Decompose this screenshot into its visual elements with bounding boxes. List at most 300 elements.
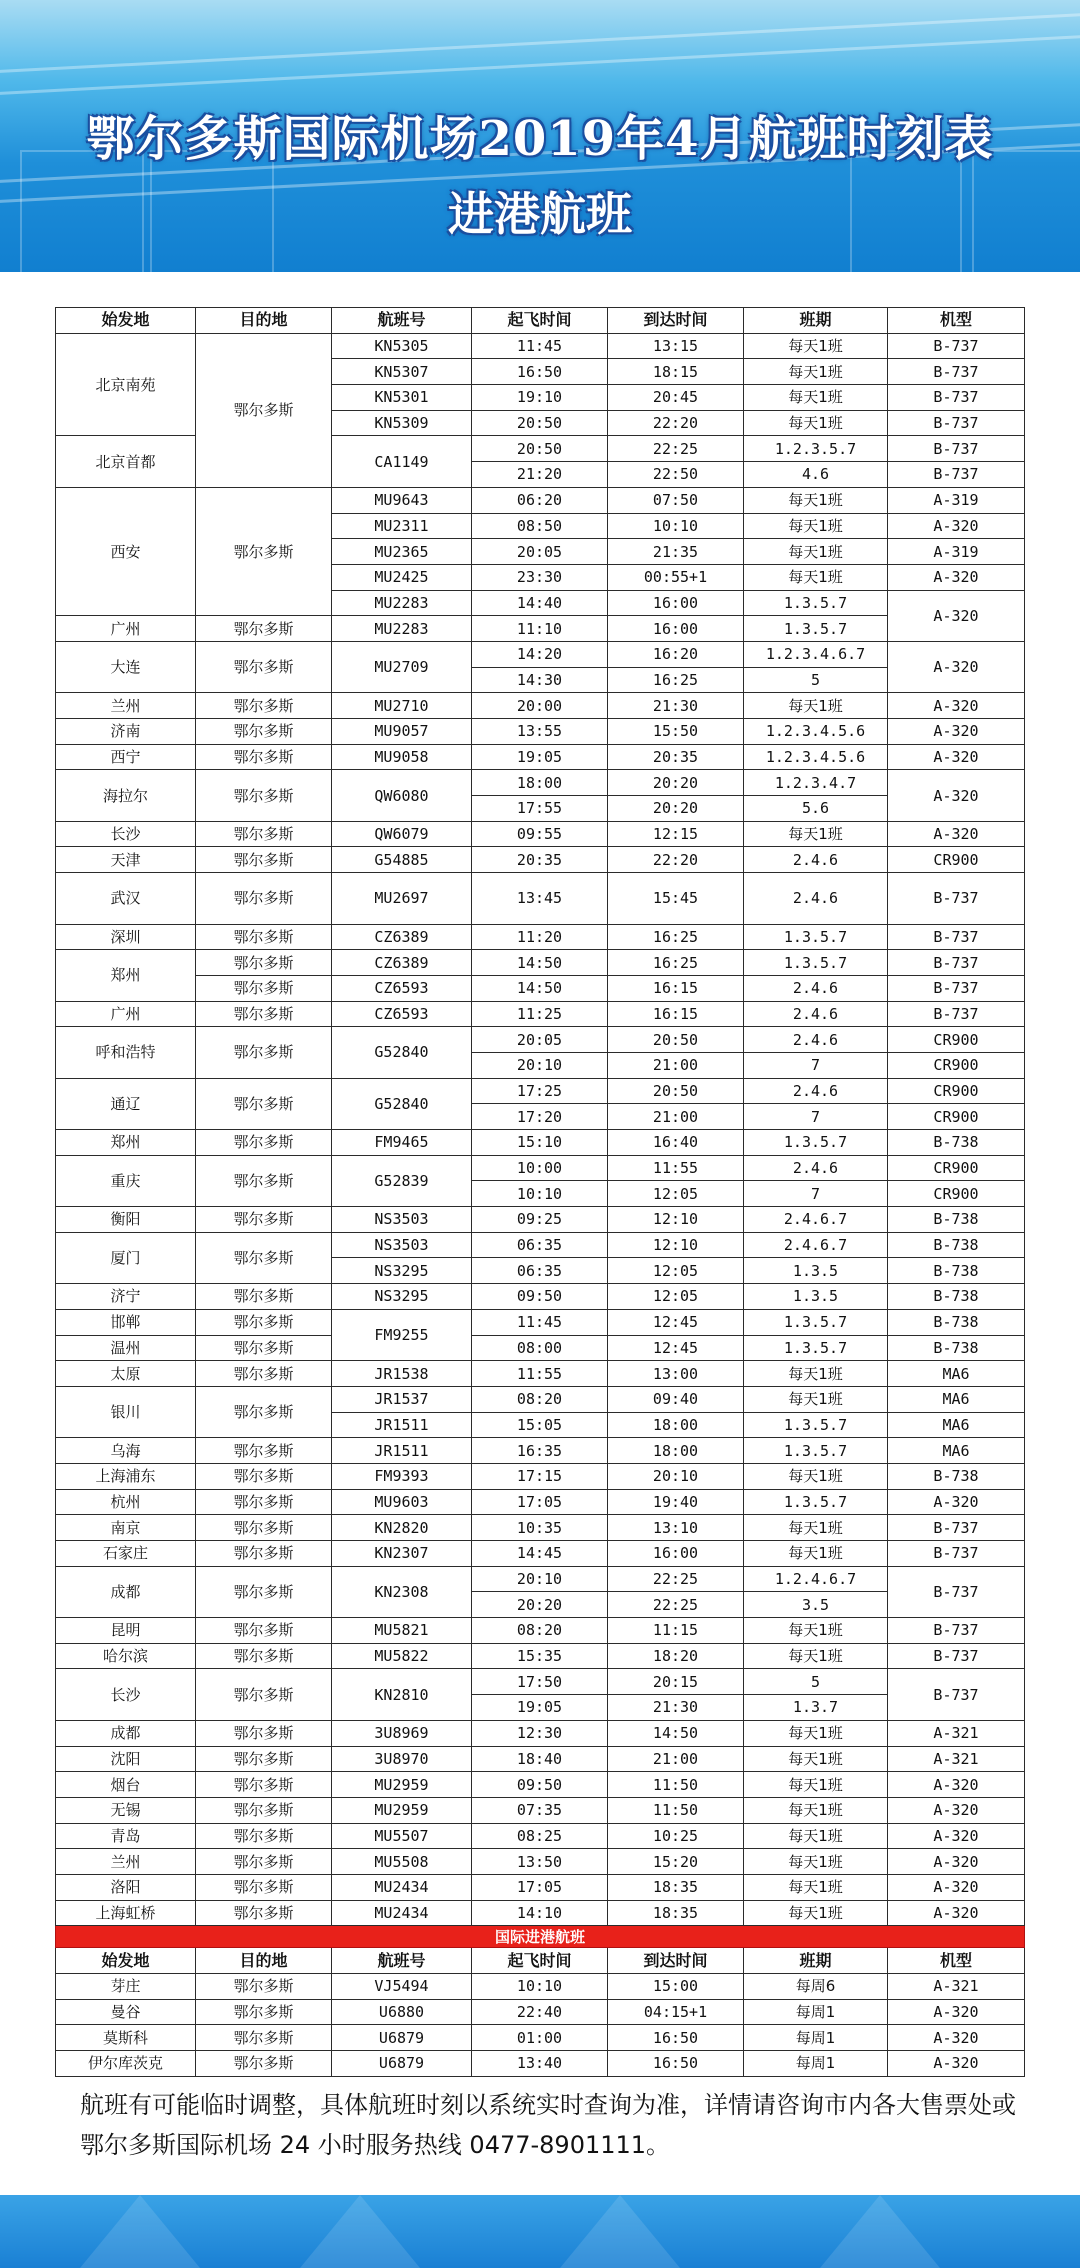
table-cell: A-320 — [888, 719, 1025, 745]
table-cell: 16:50 — [608, 2051, 744, 2077]
table-cell: MU9057 — [332, 719, 472, 745]
table-cell: 鄂尔多斯 — [196, 1463, 332, 1489]
table-cell: 鄂尔多斯 — [196, 719, 332, 745]
table-cell: 11:15 — [608, 1618, 744, 1644]
table-cell: 每天1班 — [744, 385, 888, 411]
schedule-table — [55, 307, 1025, 2077]
table-cell: 无锡 — [56, 1797, 196, 1823]
table-cell: 16:50 — [608, 2025, 744, 2051]
table-cell: 鄂尔多斯 — [196, 1849, 332, 1875]
table-cell: A-320 — [888, 1797, 1025, 1823]
table-cell: 08:50 — [472, 513, 608, 539]
table-cell: 12:05 — [608, 1284, 744, 1310]
table-cell: 乌海 — [56, 1438, 196, 1464]
table-cell: 每天1班 — [744, 539, 888, 565]
table-cell: 12:15 — [608, 821, 744, 847]
table-row — [56, 1900, 1025, 1926]
table-cell: B-738 — [888, 1335, 1025, 1361]
table-row — [56, 1974, 1025, 2000]
table-cell: A-320 — [888, 513, 1025, 539]
table-cell: 10:10 — [472, 1181, 608, 1207]
table-cell: 西安 — [56, 487, 196, 615]
column-header: 始发地 — [56, 308, 196, 334]
table-cell: B-737 — [888, 1618, 1025, 1644]
column-header: 起飞时间 — [472, 1948, 608, 1974]
intl-section-label: 国际进港航班 — [56, 1926, 1025, 1948]
table-cell: 20:05 — [472, 539, 608, 565]
table-cell: 17:25 — [472, 1078, 608, 1104]
table-cell: 广州 — [56, 616, 196, 642]
table-cell: 20:20 — [472, 1592, 608, 1618]
table-cell: 1.3.5 — [744, 1258, 888, 1284]
table-cell: MU2311 — [332, 513, 472, 539]
table-cell: 14:50 — [472, 975, 608, 1001]
table-cell: 20:10 — [472, 1052, 608, 1078]
table-cell: A-321 — [888, 1974, 1025, 2000]
table-cell: 17:05 — [472, 1489, 608, 1515]
table-cell: A-320 — [888, 1999, 1025, 2025]
column-header: 机型 — [888, 308, 1025, 334]
table-cell: 1.2.3.4.5.6 — [744, 719, 888, 745]
table-cell: 鄂尔多斯 — [196, 1438, 332, 1464]
table-cell: 武汉 — [56, 873, 196, 924]
table-cell: 14:10 — [472, 1900, 608, 1926]
table-cell: 11:50 — [608, 1772, 744, 1798]
table-cell: 11:10 — [472, 616, 608, 642]
table-row — [56, 1746, 1025, 1772]
table-cell: 鄂尔多斯 — [196, 1207, 332, 1233]
table-cell: MA6 — [888, 1386, 1025, 1412]
table-row — [56, 1155, 1025, 1181]
table-cell: 22:25 — [608, 436, 744, 462]
table-cell: 沈阳 — [56, 1746, 196, 1772]
table-cell: A-320 — [888, 564, 1025, 590]
table-cell: 15:50 — [608, 719, 744, 745]
table-row — [56, 744, 1025, 770]
table-cell: 06:35 — [472, 1232, 608, 1258]
table-cell: G52839 — [332, 1155, 472, 1206]
table-cell: 10:35 — [472, 1515, 608, 1541]
table-cell: 11:20 — [472, 924, 608, 950]
table-cell: A-320 — [888, 1900, 1025, 1926]
table-cell: 成都 — [56, 1566, 196, 1617]
table-cell: 每周1 — [744, 2025, 888, 2051]
table-row — [56, 924, 1025, 950]
table-row — [56, 1849, 1025, 1875]
table-cell: U6879 — [332, 2051, 472, 2077]
table-cell: 20:05 — [472, 1027, 608, 1053]
table-cell: 14:30 — [472, 667, 608, 693]
table-cell: 18:35 — [608, 1900, 744, 1926]
table-cell: 鄂尔多斯 — [196, 1566, 332, 1617]
table-cell: JR1511 — [332, 1438, 472, 1464]
table-cell: 鄂尔多斯 — [196, 847, 332, 873]
table-row — [56, 1489, 1025, 1515]
table-cell: CZ6593 — [332, 975, 472, 1001]
table-cell: 鄂尔多斯 — [196, 873, 332, 924]
table-cell: 20:20 — [608, 796, 744, 822]
table-cell: B-737 — [888, 410, 1025, 436]
table-cell: 16:25 — [608, 950, 744, 976]
table-cell: B-737 — [888, 436, 1025, 462]
table-cell: CR900 — [888, 847, 1025, 873]
table-cell: 厦门 — [56, 1232, 196, 1283]
table-cell: 鄂尔多斯 — [196, 1335, 332, 1361]
table-cell: 3.5 — [744, 1592, 888, 1618]
table-cell: 鄂尔多斯 — [196, 1541, 332, 1567]
table-row — [56, 1130, 1025, 1156]
table-row — [56, 1438, 1025, 1464]
table-row — [56, 1541, 1025, 1567]
table-cell: 16:50 — [472, 359, 608, 385]
table-row — [56, 1618, 1025, 1644]
table-cell: 7 — [744, 1052, 888, 1078]
table-cell: MU2434 — [332, 1874, 472, 1900]
table-cell: B-738 — [888, 1463, 1025, 1489]
table-cell: 15:10 — [472, 1130, 608, 1156]
table-cell: 1.2.3.4.6.7 — [744, 641, 888, 667]
table-cell: 1.2.3.4.5.6 — [744, 744, 888, 770]
table-cell: 郑州 — [56, 950, 196, 1001]
table-cell: 鄂尔多斯 — [196, 693, 332, 719]
table-cell: 21:30 — [608, 693, 744, 719]
table-cell: 11:25 — [472, 1001, 608, 1027]
table-cell: CR900 — [888, 1052, 1025, 1078]
table-row — [56, 1361, 1025, 1387]
table-cell: MU2365 — [332, 539, 472, 565]
table-cell: 兰州 — [56, 1849, 196, 1875]
table-cell: B-737 — [888, 1515, 1025, 1541]
table-cell: 北京首都 — [56, 436, 196, 487]
table-cell: A-320 — [888, 1823, 1025, 1849]
table-cell: 09:25 — [472, 1207, 608, 1233]
table-cell: 16:00 — [608, 1541, 744, 1567]
table-row — [56, 1078, 1025, 1104]
table-cell: 鄂尔多斯 — [196, 1489, 332, 1515]
table-cell: 每天1班 — [744, 1823, 888, 1849]
table-row — [56, 1232, 1025, 1258]
table-cell: 北京南苑 — [56, 333, 196, 436]
table-cell: 呼和浩特 — [56, 1027, 196, 1078]
table-cell: 鄂尔多斯 — [196, 2025, 332, 2051]
table-cell: MU2959 — [332, 1772, 472, 1798]
table-cell: KN2308 — [332, 1566, 472, 1617]
table-cell: 鄂尔多斯 — [196, 1823, 332, 1849]
table-row — [56, 693, 1025, 719]
table-cell: 1.2.3.4.7 — [744, 770, 888, 796]
table-cell: 14:20 — [472, 641, 608, 667]
table-cell: 15:45 — [608, 873, 744, 924]
table-cell: 南京 — [56, 1515, 196, 1541]
column-header: 目的地 — [196, 308, 332, 334]
table-cell: 16:15 — [608, 1001, 744, 1027]
table-cell: 1.3.7 — [744, 1695, 888, 1721]
table-cell: B-738 — [888, 1232, 1025, 1258]
table-cell: 22:40 — [472, 1999, 608, 2025]
column-header: 始发地 — [56, 1948, 196, 1974]
column-header: 航班号 — [332, 308, 472, 334]
table-header-row — [56, 1948, 1025, 1974]
table-cell: 5 — [744, 667, 888, 693]
table-cell: 3U8970 — [332, 1746, 472, 1772]
table-cell: 1.3.5.7 — [744, 1489, 888, 1515]
table-cell: 16:25 — [608, 924, 744, 950]
table-cell: 01:00 — [472, 2025, 608, 2051]
table-cell: 14:50 — [472, 950, 608, 976]
table-cell: 每天1班 — [744, 359, 888, 385]
table-cell: 每天1班 — [744, 1515, 888, 1541]
table-cell: 鄂尔多斯 — [196, 1900, 332, 1926]
table-row — [56, 1643, 1025, 1669]
table-cell: KN5307 — [332, 359, 472, 385]
table-cell: 20:10 — [472, 1566, 608, 1592]
table-cell: 13:50 — [472, 1849, 608, 1875]
table-header-row — [56, 308, 1025, 334]
table-cell: MU9643 — [332, 487, 472, 513]
table-cell: 长沙 — [56, 1669, 196, 1720]
table-cell: 鄂尔多斯 — [196, 1669, 332, 1720]
table-cell: 鄂尔多斯 — [196, 1001, 332, 1027]
table-cell: 18:00 — [608, 1412, 744, 1438]
column-header: 到达时间 — [608, 1948, 744, 1974]
table-cell: 鄂尔多斯 — [196, 1746, 332, 1772]
table-cell: 22:25 — [608, 1566, 744, 1592]
table-cell: 13:55 — [472, 719, 608, 745]
table-cell: 鄂尔多斯 — [196, 1999, 332, 2025]
table-row — [56, 1669, 1025, 1695]
table-cell: B-737 — [888, 950, 1025, 976]
table-cell: A-320 — [888, 821, 1025, 847]
table-cell: B-738 — [888, 1258, 1025, 1284]
table-cell: 每天1班 — [744, 564, 888, 590]
table-cell: JR1537 — [332, 1386, 472, 1412]
table-cell: 17:15 — [472, 1463, 608, 1489]
table-cell: 7 — [744, 1104, 888, 1130]
table-cell: 鄂尔多斯 — [196, 641, 332, 692]
table-cell: A-320 — [888, 590, 1025, 641]
page-subtitle: 进港航班 — [448, 187, 632, 241]
table-cell: 7 — [744, 1181, 888, 1207]
table-cell: 鄂尔多斯 — [196, 1309, 332, 1335]
table-cell: A-320 — [888, 2025, 1025, 2051]
table-cell: B-737 — [888, 975, 1025, 1001]
table-cell: 鄂尔多斯 — [196, 1618, 332, 1644]
table-cell: A-320 — [888, 744, 1025, 770]
table-cell: 鄂尔多斯 — [196, 821, 332, 847]
table-cell: A-320 — [888, 641, 1025, 692]
table-cell: 20:20 — [608, 770, 744, 796]
table-cell: 鄂尔多斯 — [196, 1386, 332, 1437]
table-cell: 11:55 — [472, 1361, 608, 1387]
table-cell: A-319 — [888, 539, 1025, 565]
table-cell: 2.4.6 — [744, 1027, 888, 1053]
table-cell: B-737 — [888, 1669, 1025, 1720]
table-cell: 昆明 — [56, 1618, 196, 1644]
table-cell: A-319 — [888, 487, 1025, 513]
table-cell: FM9255 — [332, 1309, 472, 1360]
table-cell: A-320 — [888, 1874, 1025, 1900]
table-cell: 鄂尔多斯 — [196, 487, 332, 615]
table-row — [56, 1207, 1025, 1233]
table-cell: 曼谷 — [56, 1999, 196, 2025]
table-cell: U6879 — [332, 2025, 472, 2051]
table-cell: 10:10 — [608, 513, 744, 539]
table-cell: 23:30 — [472, 564, 608, 590]
column-header: 班期 — [744, 1948, 888, 1974]
table-cell: A-320 — [888, 693, 1025, 719]
table-cell: 20:50 — [608, 1027, 744, 1053]
table-row — [56, 333, 1025, 359]
table-row — [56, 1874, 1025, 1900]
table-cell: 08:20 — [472, 1618, 608, 1644]
table-cell: 18:00 — [472, 770, 608, 796]
footer-band — [0, 2195, 1080, 2268]
table-cell: 大连 — [56, 641, 196, 692]
table-cell: 莫斯科 — [56, 2025, 196, 2051]
table-cell: MU5508 — [332, 1849, 472, 1875]
table-cell: 09:40 — [608, 1386, 744, 1412]
table-cell: MA6 — [888, 1412, 1025, 1438]
table-cell: 17:50 — [472, 1669, 608, 1695]
table-cell: 22:25 — [608, 1592, 744, 1618]
table-cell: 鄂尔多斯 — [196, 1515, 332, 1541]
table-cell: B-737 — [888, 1643, 1025, 1669]
table-cell: 1.3.5.7 — [744, 1309, 888, 1335]
table-cell: MU9603 — [332, 1489, 472, 1515]
table-cell: 每天1班 — [744, 1772, 888, 1798]
table-row — [56, 1797, 1025, 1823]
table-cell: MA6 — [888, 1438, 1025, 1464]
table-cell: 1.3.5.7 — [744, 1438, 888, 1464]
header-banner — [0, 0, 1080, 272]
table-cell: 济南 — [56, 719, 196, 745]
table-cell: NS3295 — [332, 1284, 472, 1310]
table-cell: 每天1班 — [744, 821, 888, 847]
table-cell: 烟台 — [56, 1772, 196, 1798]
table-cell: 18:15 — [608, 359, 744, 385]
table-cell: QW6079 — [332, 821, 472, 847]
table-cell: KN5301 — [332, 385, 472, 411]
table-cell: MU2434 — [332, 1900, 472, 1926]
table-row — [56, 1463, 1025, 1489]
table-cell: 鄂尔多斯 — [196, 1874, 332, 1900]
table-cell: 鄂尔多斯 — [196, 333, 332, 487]
table-cell: 12:30 — [472, 1720, 608, 1746]
table-row — [56, 847, 1025, 873]
table-cell: B-737 — [888, 462, 1025, 488]
intl-section-banner — [56, 1926, 1025, 1948]
table-cell: B-737 — [888, 924, 1025, 950]
table-cell: 20:50 — [608, 1078, 744, 1104]
table-cell: 鄂尔多斯 — [196, 1797, 332, 1823]
table-cell: 07:50 — [608, 487, 744, 513]
table-cell: 深圳 — [56, 924, 196, 950]
table-cell: CZ6389 — [332, 950, 472, 976]
table-cell: 15:20 — [608, 1849, 744, 1875]
page-title: 鄂尔多斯国际机场2019年4月航班时刻表 — [86, 111, 994, 167]
table-cell: 20:35 — [608, 744, 744, 770]
table-cell: CZ6593 — [332, 1001, 472, 1027]
table-cell: 鄂尔多斯 — [196, 2051, 332, 2077]
table-cell: 07:35 — [472, 1797, 608, 1823]
table-cell: 08:20 — [472, 1386, 608, 1412]
table-cell: 10:00 — [472, 1155, 608, 1181]
table-cell: 19:40 — [608, 1489, 744, 1515]
table-row — [56, 1386, 1025, 1412]
table-row — [56, 1515, 1025, 1541]
table-cell: 1.3.5.7 — [744, 1130, 888, 1156]
table-cell: G54885 — [332, 847, 472, 873]
table-cell: 鄂尔多斯 — [196, 1130, 332, 1156]
table-cell: 每天1班 — [744, 1618, 888, 1644]
table-cell: 13:10 — [608, 1515, 744, 1541]
table-cell: B-738 — [888, 1309, 1025, 1335]
table-cell: 鄂尔多斯 — [196, 1078, 332, 1129]
table-cell: 每天1班 — [744, 1361, 888, 1387]
table-cell: 重庆 — [56, 1155, 196, 1206]
table-cell: 广州 — [56, 1001, 196, 1027]
table-cell: B-737 — [888, 873, 1025, 924]
table-cell: 芽庄 — [56, 1974, 196, 2000]
table-cell: 每天1班 — [744, 513, 888, 539]
table-cell: 鄂尔多斯 — [196, 1284, 332, 1310]
table-cell: 西宁 — [56, 744, 196, 770]
table-cell: 08:25 — [472, 1823, 608, 1849]
table-row — [56, 975, 1025, 1001]
table-cell: 14:50 — [608, 1720, 744, 1746]
table-cell: 每天1班 — [744, 1386, 888, 1412]
table-cell: 00:55+1 — [608, 564, 744, 590]
table-cell: 长沙 — [56, 821, 196, 847]
table-cell: 每天1班 — [744, 487, 888, 513]
table-cell: 09:50 — [472, 1772, 608, 1798]
table-cell: 14:45 — [472, 1541, 608, 1567]
table-cell: 19:05 — [472, 744, 608, 770]
table-cell: 鄂尔多斯 — [196, 616, 332, 642]
table-cell: MU2697 — [332, 873, 472, 924]
table-cell: 鄂尔多斯 — [196, 1772, 332, 1798]
table-cell: 16:15 — [608, 975, 744, 1001]
table-cell: 13:15 — [608, 333, 744, 359]
table-row — [56, 1720, 1025, 1746]
table-cell: 3U8969 — [332, 1720, 472, 1746]
table-cell: 青岛 — [56, 1823, 196, 1849]
table-cell: G52840 — [332, 1027, 472, 1078]
table-cell: B-737 — [888, 359, 1025, 385]
table-cell: 济宁 — [56, 1284, 196, 1310]
table-cell: 5.6 — [744, 796, 888, 822]
table-cell: 12:05 — [608, 1258, 744, 1284]
table-cell: 鄂尔多斯 — [196, 1027, 332, 1078]
table-cell: 20:35 — [472, 847, 608, 873]
table-row — [56, 1284, 1025, 1310]
table-cell: 1.3.5.7 — [744, 950, 888, 976]
table-cell: 2.4.6 — [744, 873, 888, 924]
table-cell: MU5507 — [332, 1823, 472, 1849]
table-cell: 每天1班 — [744, 333, 888, 359]
table-cell: A-320 — [888, 2051, 1025, 2077]
table-cell: MA6 — [888, 1361, 1025, 1387]
table-cell: 洛阳 — [56, 1874, 196, 1900]
table-cell: 21:35 — [608, 539, 744, 565]
table-cell: 12:45 — [608, 1335, 744, 1361]
table-cell: 09:50 — [472, 1284, 608, 1310]
table-cell: 每天1班 — [744, 1720, 888, 1746]
table-cell: CR900 — [888, 1155, 1025, 1181]
table-cell: 12:10 — [608, 1207, 744, 1233]
table-cell: MU2283 — [332, 590, 472, 616]
table-row — [56, 641, 1025, 667]
